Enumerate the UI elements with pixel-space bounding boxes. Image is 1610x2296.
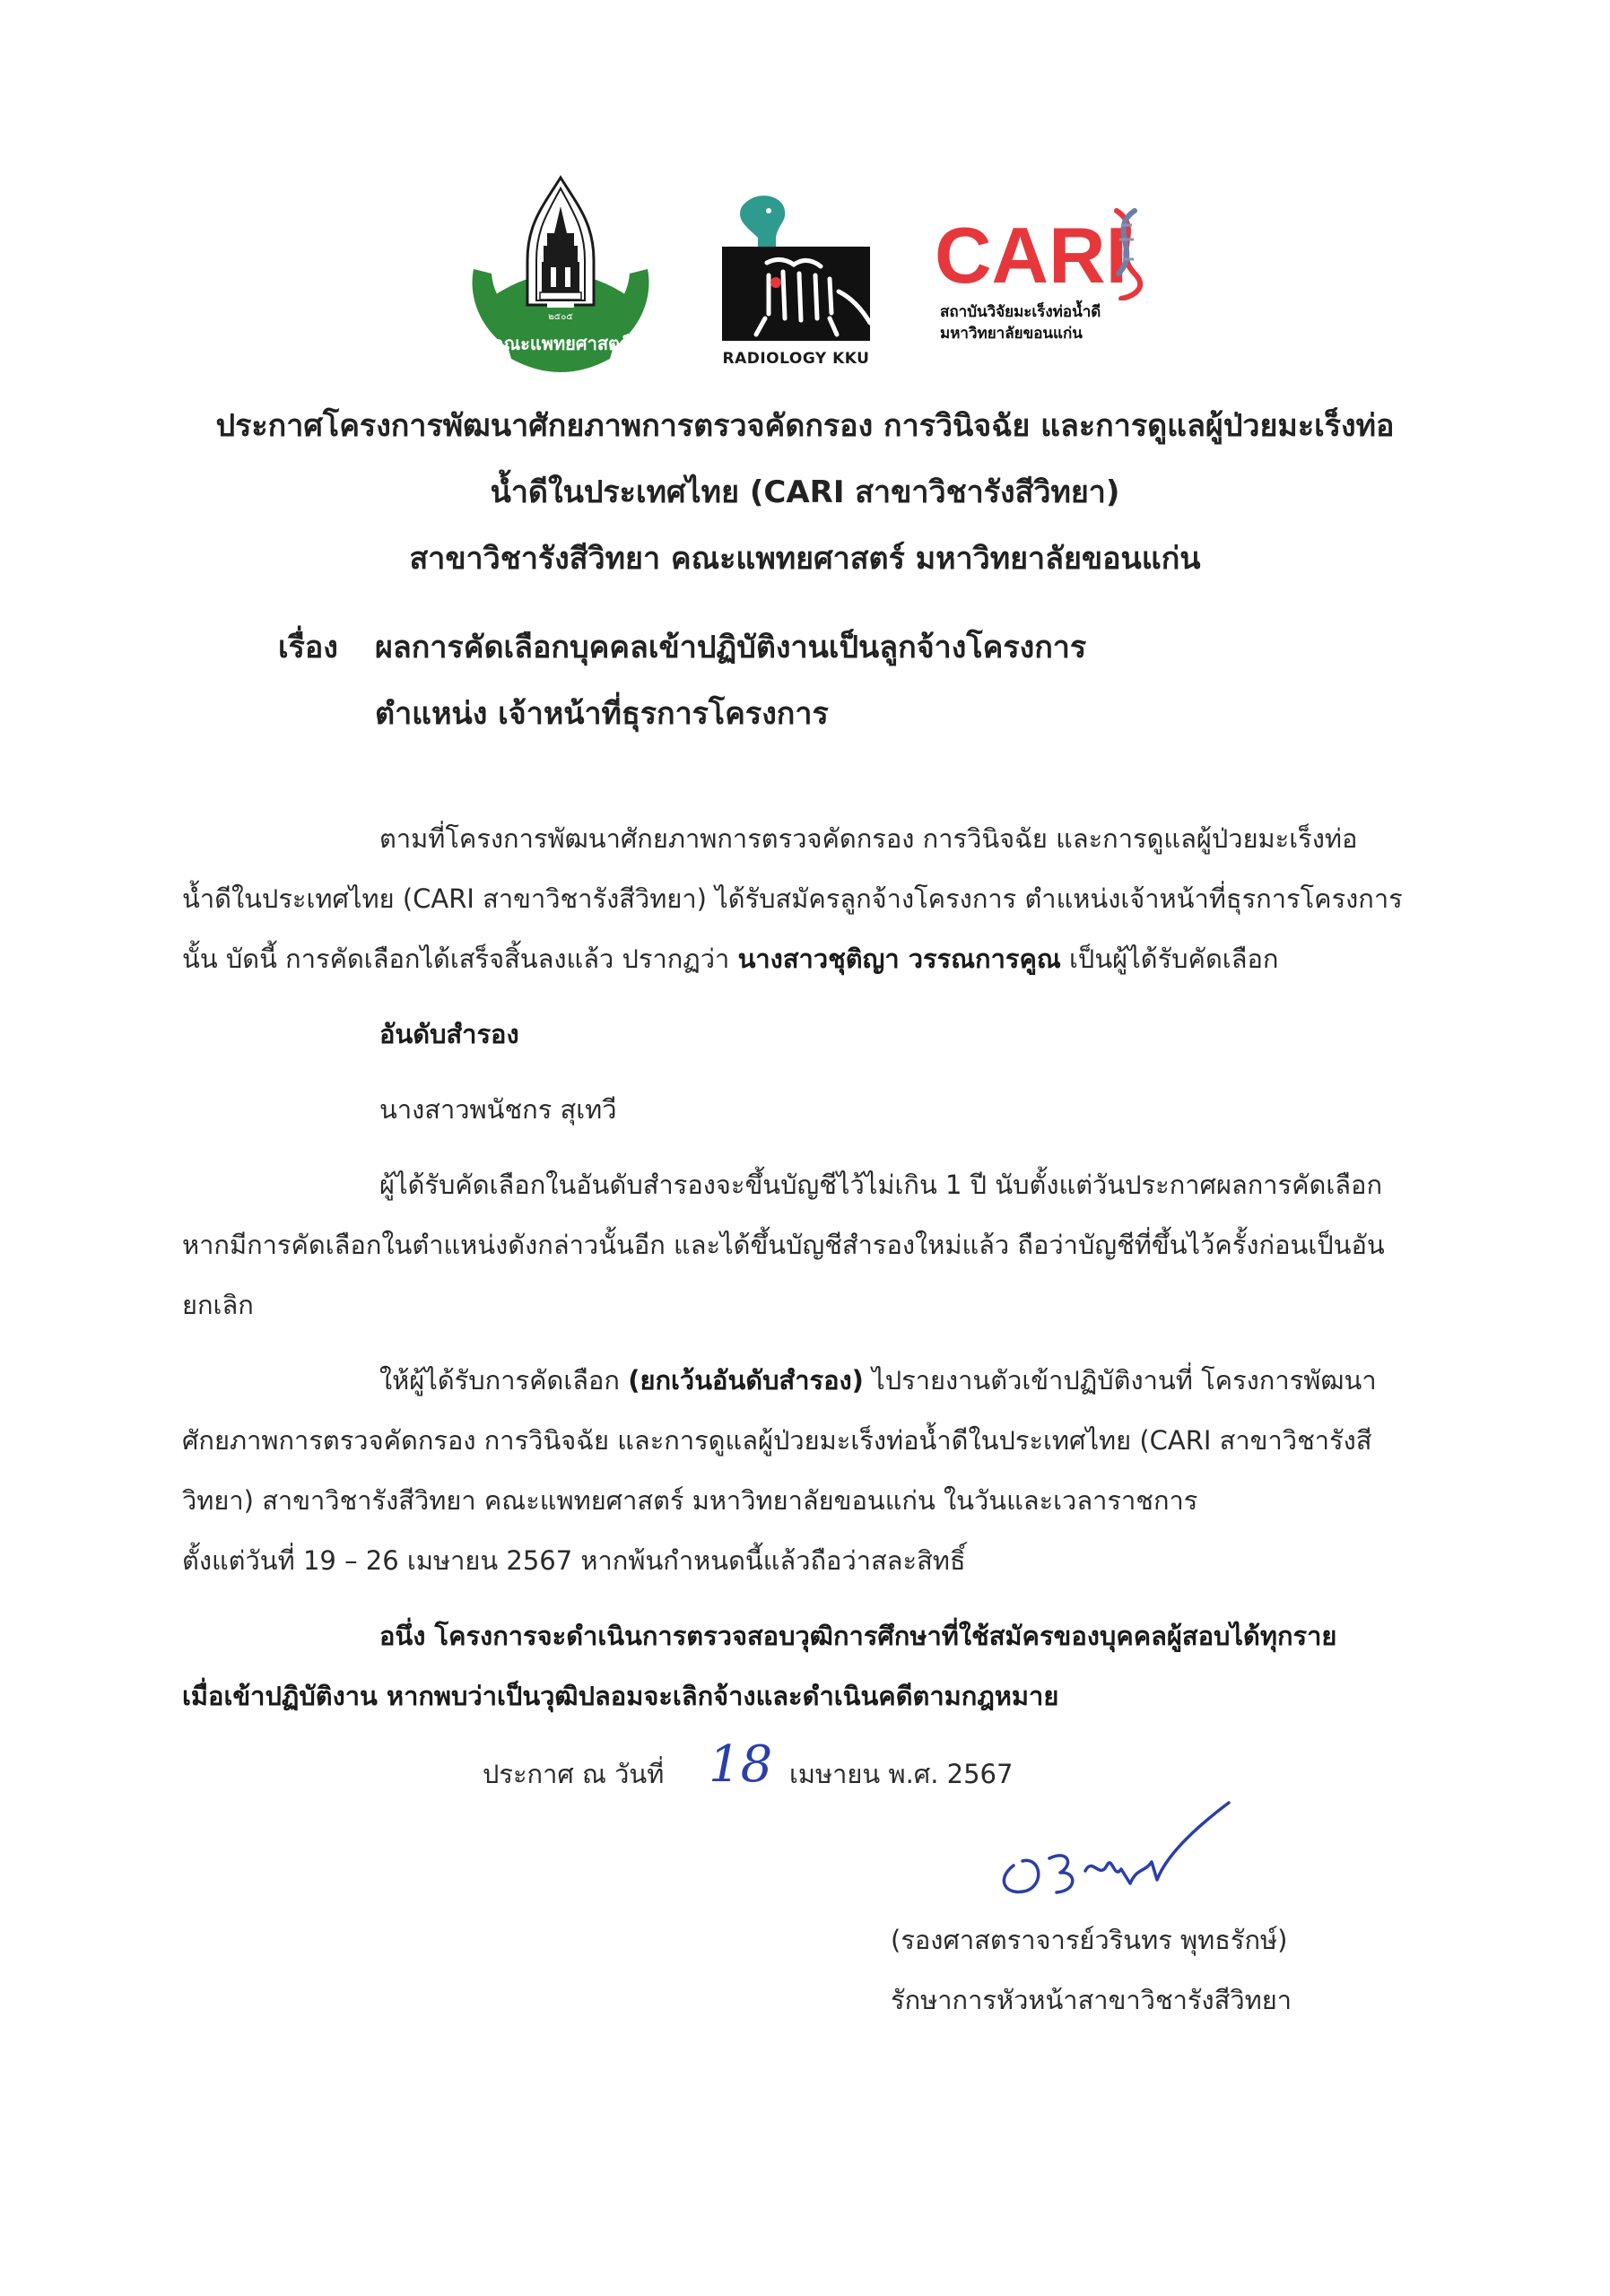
selected-candidate-name: นางสาวชุติญา วรรณการคูณ <box>737 944 1061 974</box>
paragraph-1-line-3 <box>182 938 1433 979</box>
signatory-title: รักษาการหัวหน้าสาขาวิชารังสีวิทยา <box>891 1985 1292 2015</box>
paragraph-4-line-2: เมื่อเข้าปฏิบัติงาน หากพบว่าเป็นวุฒิปลอมจะเลิกจ้างและดำเนินคดีตามกฎหมาย <box>182 1681 1059 1711</box>
announcement-date-label: ประกาศ ณ วันที่ <box>483 1759 665 1789</box>
cari-subtitle-line-2: มหาวิทยาลัยขอนแก่น <box>940 325 1083 343</box>
svg-text:คณะแพทยศาสตร์: คณะแพทยศาสตร์ <box>492 333 630 354</box>
reserve-candidate-name: นางสาวพนัชกร สุเทวี <box>379 1094 617 1125</box>
cari-subtitle-line-1: สถาบันวิจัยมะเร็งท่อน้ำดี <box>940 303 1101 321</box>
paragraph-2-line-2: หากมีการคัดเลือกในตำแหน่งดังกล่าวนั้นอีก และได้ขึ้นบัญชีสำรองใหม่แล้ว ถือว่าบัญชีที่ขึ้นไว้ครั้งก่อนเป็นอัน <box>182 1230 1385 1260</box>
paragraph-1-line-3-start: นั้น บัดนี้ การคัดเลือกได้เสร็จสิ้นลงแล้ว ปรากฏว่า <box>182 944 730 974</box>
announcement-title-line-2: น้ำดีในประเทศไทย (CARI สาขาวิชารังสีวิทยา) <box>490 474 1120 510</box>
signatory-name: (รองศาสตราจารย์วรินทร พุทธรักษ์) <box>891 1925 1288 1955</box>
radiology-kku-logo <box>713 193 879 368</box>
paragraph-2-line-1: ผู้ได้รับคัดเลือกในอันดับสำรองจะขึ้นบัญชีไว้ไม่เกิน 1 ปี นับตั้งแต่วันประกาศผลการคัดเลือก <box>379 1170 1383 1200</box>
paragraph-3-line-3: วิทยา) สาขาวิชารังสีวิทยา คณะแพทยศาสตร์ มหาวิทยาลัยขอนแก่น ในวันและเวลาราชการ <box>182 1485 1198 1516</box>
paragraph-1-line-1: ตามที่โครงการพัฒนาศักยภาพการตรวจคัดกรอง การวินิจฉัย และการดูแลผู้ป่วยมะเร็งท่อ <box>379 823 1358 854</box>
subject-line-1: ผลการคัดเลือกบุคคลเข้าปฏิบัติงานเป็นลูกจ้างโครงการ <box>375 630 1087 665</box>
subject-line-2: ตำแหน่ง เจ้าหน้าที่ธุรการโครงการ <box>375 696 829 732</box>
paragraph-1-line-3-end: เป็นผู้ได้รับคัดเลือก <box>1069 944 1279 974</box>
radiology-kku-label: RADIOLOGY KKU <box>722 350 870 368</box>
cari-logo <box>933 202 1157 359</box>
paragraph-3-line-1 <box>379 1360 1433 1401</box>
handwritten-signature <box>987 1794 1238 1919</box>
paragraph-3-line-1-start: ให้ผู้ได้รับการคัดเลือก <box>379 1365 620 1396</box>
announcement-day-handwritten: 18 <box>709 1735 773 1794</box>
announcement-title-line-1: ประกาศโครงการพัฒนาศักยภาพการตรวจคัดกรอง การวินิจฉัย และการดูแลผู้ป่วยมะเร็งท่อ <box>215 408 1395 444</box>
paragraph-1-line-2: น้ำดีในประเทศไทย (CARI สาขาวิชารังสีวิทยา) ได้รับสมัครลูกจ้างโครงการ ตำแหน่งเจ้าหน้าที่ธุรการโครงการ <box>182 883 1403 914</box>
paragraph-2-line-3: ยกเลิก <box>182 1290 254 1320</box>
svg-text:CARI: CARI <box>935 211 1128 300</box>
faculty-of-medicine-logo <box>457 170 664 377</box>
paragraph-3-line-4: ตั้งแต่วันที่ 19 – 26 เมษายน 2567 หากพ้นกำหนดนี้แล้วถือว่าสละสิทธิ์ <box>182 1545 966 1576</box>
reserve-heading: อันดับสำรอง <box>379 1019 519 1049</box>
announcement-title-line-3: สาขาวิชารังสีวิทยา คณะแพทยศาสตร์ มหาวิทยาลัยขอนแก่น <box>409 541 1201 577</box>
paragraph-3-line-2: ศักยภาพการตรวจคัดกรอง การวินิจฉัย และการดูแลผู้ป่วยมะเร็งท่อน้ำดีในประเทศไทย (CARI สาขาวิชารังสี <box>182 1425 1372 1456</box>
svg-text:๒๕๐๕: ๒๕๐๕ <box>548 312 573 322</box>
subject-label: เรื่อง <box>278 630 338 665</box>
except-reserve-note: (ยกเว้นอันดับสำรอง) <box>628 1365 864 1396</box>
paragraph-4-line-1: อนึ่ง โครงการจะดำเนินการตรวจสอบวุฒิการศึกษาที่ใช้สมัครของบุคคลผู้สอบได้ทุกราย <box>379 1621 1337 1651</box>
paragraph-3-line-1-end: ไปรายงานตัวเข้าปฏิบัติงานที่ โครงการพัฒนา <box>872 1365 1377 1396</box>
announcement-date-month-year: เมษายน พ.ศ. 2567 <box>789 1759 1014 1789</box>
